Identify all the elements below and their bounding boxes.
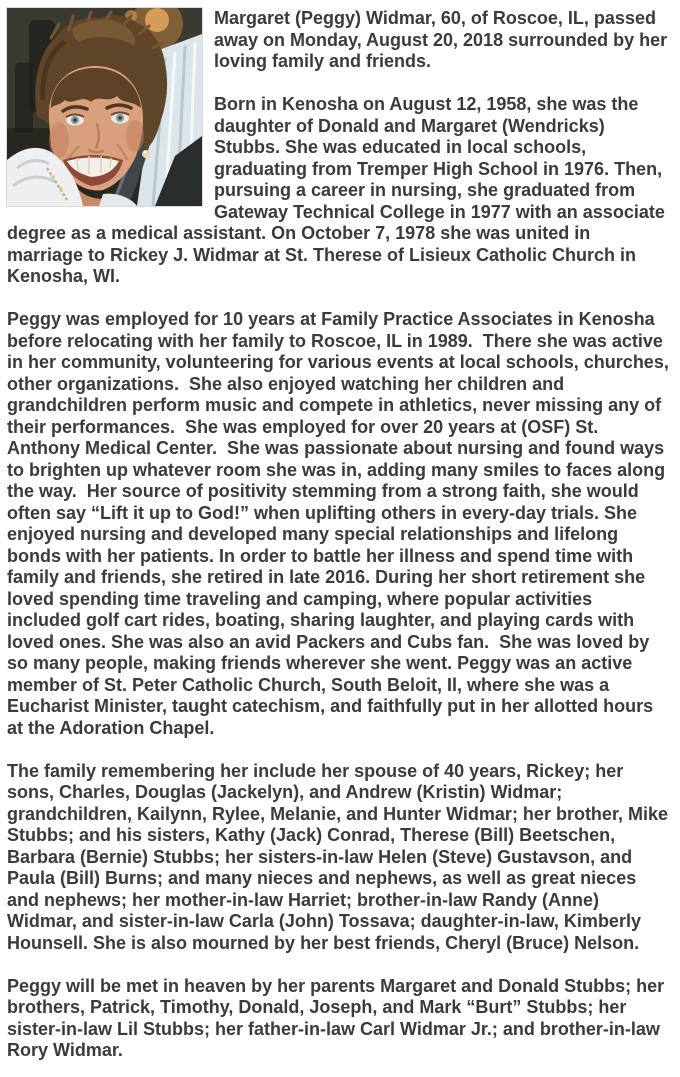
obituary-paragraph-career: Peggy was employed for 10 years at Family Practice Associates in Kenosha before relocating with her family to Roscoe, IL in 1989. There she was active in her community, volunteering for various events at local schools, churches, other organizations. She also enjoyed watching her children and grandchildren perform music and compete in athletics, never missing any of their performances. She was employed for over 20 years at (OSF) St. Anthony Medical Center. She was passionate about nursing and found ways to brighten up whatever room she was in, adding many smiles to faces along the way. Her source of positivity stemming from a strong faith, she would often say “Lift it up to God!” when uplifting others in every-day trials. She enjoyed nursing and developed many special relationships and lifelong bonds with her patients. In order to battle her illness and spend time with family and friends, she retired in late 2016. During her short retirement she loved spending time traveling and camping, where popular activities included golf cart rides, boating, sharing laughter, and playing cards with loved ones. She was also an avid Packers and Cubs fan. She was loved by so many people, making friends wherever she went. Peggy was an active member of St. Peter Catholic Church, South Beloit, Il, where she was a Eucharist Minister, taught catechism, and faithfully put in her allotted hours at the Adoration Chapel. [7,309,674,738]
obituary-paragraph-survivors: The family remembering her include her spouse of 40 years, Rickey; her sons, Charles, Douglas (Jackelyn), and Andrew (Kristin) Widmar; grandchildren, Kailynn, Rylee, Melanie, and Hunter Widmar; her brother, Mike Stubbs; and his sisters, Kathy (Jack) Conrad, Therese (Bill) Beetschen, Barbara (Bernie) Stubbs; her sisters-in-law Helen (Steve) Gustavson, and Paula (Bill) Burns; and many nieces and nephews, as well as great nieces and nephews; her mother-in-law Harriet; brother-in-law Randy (Anne) Widmar, and sister-in-law Carla (John) Tossava; daughter-in-law, Kimberly Hounsell. She is also mourned by her best friends, Cheryl (Bruce) Nelson. [7,760,673,953]
obituary-article [7,8,674,1062]
earring [142,150,150,158]
obituary-paragraph-early-life: Born in Kenosha on August 12, 1958, she was the daughter of Donald and Margaret (Wendricks) Stubbs. She was educated in local schools, graduating from Tremper High School in 1976. Then, pursuing a career in nursing, she graduated from Gateway Technical College in 1977 with an associate degree as a medical assistant. On October 7, 1978 she was united in marriage to Rickey J. Widmar at St. Therese of Lisieux Catholic Church in Kenosha, WI. [7,94,670,286]
portrait-photo [7,8,202,206]
obituary-paragraph-predeceased: Peggy will be met in heaven by her parents Margaret and Donald Stubbs; her brothers, Patrick, Timothy, Donald, Joseph, and Mark “Burt” Stubbs; her sister-in-law Lil Stubbs; her father-in-law Carl Widmar Jr.; and brother-in-law Rory Widmar. [7,975,670,1060]
obituary-paragraph-intro: Margaret (Peggy) Widmar, 60, of Roscoe, IL, passed away on Monday, August 20, 2018 surrounded by her loving family and friends. [214,8,673,71]
